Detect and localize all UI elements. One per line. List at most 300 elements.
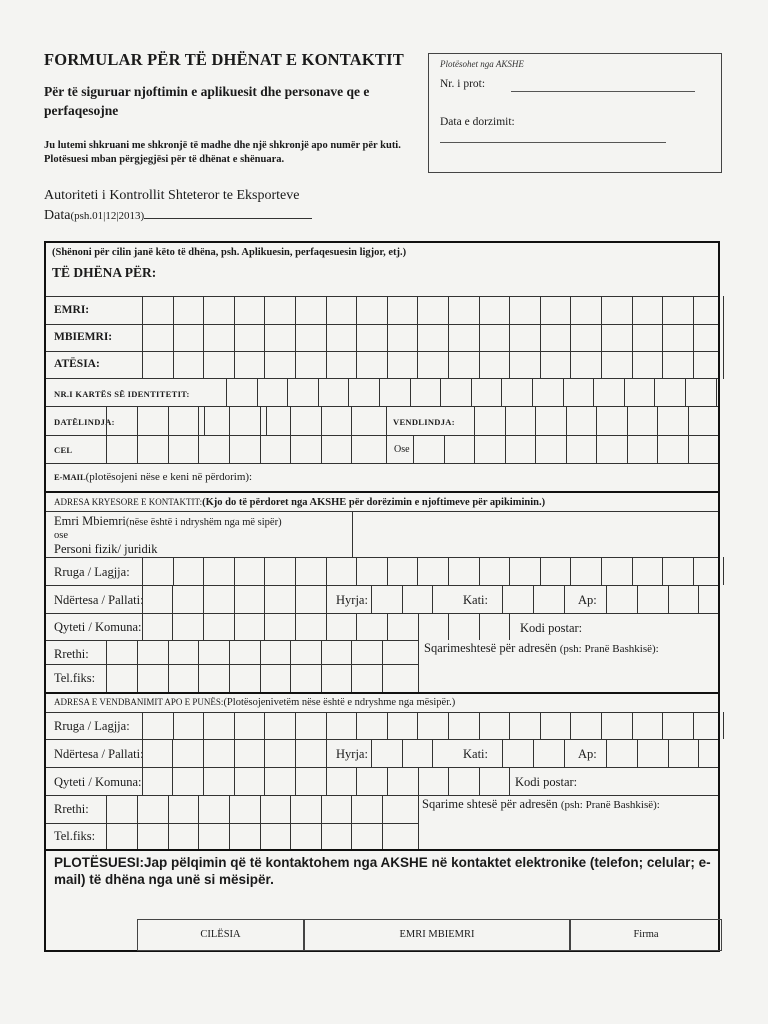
form-instructions: Ju lutemi shkruani me shkronjë të madhe dhe një shkronjë apo numër për kuti. Plotësuesi mban përgjegjësi për të dhënat e shënuara.: [44, 140, 401, 165]
letter-box: [295, 324, 296, 352]
letter-box: [533, 739, 534, 767]
letter-box: [203, 324, 204, 352]
letter-box: [229, 640, 230, 664]
letter-box: [501, 378, 502, 406]
letter-box: [198, 823, 199, 849]
letter-box: [234, 296, 235, 324]
letter-box: [448, 557, 449, 585]
letter-box: [106, 435, 107, 463]
letter-box: [402, 585, 403, 613]
letter-box: [479, 324, 480, 352]
letter-box: [326, 712, 327, 739]
letter-box: [106, 640, 107, 664]
letter-box: [688, 406, 689, 435]
letter-box: [321, 435, 322, 463]
letter-box: [564, 739, 565, 767]
letter-box: [351, 406, 352, 435]
letter-box: [356, 557, 357, 585]
letter-box: [295, 712, 296, 739]
row-line: [46, 351, 718, 352]
letter-box: [226, 378, 227, 406]
letter-box: [168, 640, 169, 664]
letter-box: [172, 585, 173, 613]
email-prefix: E-MAIL: [54, 472, 86, 482]
letter-box: [532, 378, 533, 406]
s2-name-line1: [54, 514, 282, 529]
letter-box: [637, 585, 638, 613]
protocol-number-label: Nr. i prot:: [440, 78, 486, 90]
letter-box: [168, 823, 169, 849]
quality-field[interactable]: CILËSIA: [137, 919, 304, 951]
letter-box: [387, 557, 388, 585]
letter-box: [356, 324, 357, 352]
letter-box: [440, 378, 441, 406]
section3-heading: [54, 697, 455, 708]
letter-box: [173, 296, 174, 324]
birth-place-label: VENDLINDJA:: [393, 417, 455, 427]
letter-box: [535, 435, 536, 463]
letter-box: [321, 406, 322, 435]
submission-date-field[interactable]: [440, 142, 666, 143]
letter-box: [716, 378, 717, 406]
letter-box: [479, 557, 480, 585]
letter-box: [566, 406, 567, 435]
letter-box: [570, 324, 571, 352]
date-hint: (psh.01|12|2013): [70, 210, 145, 222]
letter-box: [723, 296, 724, 324]
letter-box: [142, 739, 143, 767]
letter-box: [173, 712, 174, 739]
letter-box: [448, 296, 449, 324]
letter-box: [203, 767, 204, 795]
letter-box: [264, 324, 265, 352]
cel-label: CEL: [54, 445, 73, 455]
letter-box: [601, 324, 602, 352]
s2-or-label: ose: [54, 530, 68, 541]
letter-box: [106, 823, 107, 849]
letter-box: [509, 351, 510, 379]
s2-entrance-label: Hyrja:: [336, 593, 368, 607]
section2-heading-rest: (Kjo do të përdoret nga AKSHE për dorëzimin e njoftimeve për apikiminin.): [202, 497, 546, 508]
letter-box: [234, 351, 235, 379]
letter-box: [417, 557, 418, 585]
letter-box: [417, 324, 418, 352]
letter-box: [601, 351, 602, 379]
letter-box: [693, 557, 694, 585]
letter-box: [693, 712, 694, 739]
letter-box: [417, 712, 418, 739]
s3-street-label: Rruga / Lagjja:: [54, 719, 130, 733]
row-line: [46, 613, 718, 614]
letter-box: [137, 406, 138, 435]
letter-box: [448, 613, 449, 640]
letter-box: [351, 435, 352, 463]
row-line: [46, 557, 718, 558]
form-title: FORMULAR PËR TË DHËNAT E KONTAKTIT: [44, 50, 404, 69]
letter-box: [198, 435, 199, 463]
letter-box: [693, 324, 694, 352]
letter-box: [387, 296, 388, 324]
letter-box: [387, 324, 388, 352]
letter-box: [203, 613, 204, 640]
letter-box: [627, 406, 628, 435]
letter-box: [106, 795, 107, 823]
date-label: Data: [44, 208, 71, 223]
letter-box: [295, 613, 296, 640]
letter-box: [326, 613, 327, 640]
letter-box: [106, 406, 107, 435]
letter-box: [448, 324, 449, 352]
row-line: [46, 511, 718, 512]
letter-box: [479, 613, 480, 640]
clarification-divider: [418, 795, 419, 849]
s2-name-hint: (nëse është i ndryshëm nga më sipër): [125, 517, 282, 528]
letter-box: [142, 613, 143, 640]
letter-box: [632, 296, 633, 324]
letter-box: [356, 296, 357, 324]
letter-box: [137, 795, 138, 823]
letter-box: [321, 664, 322, 692]
atesia-label: ATËSIA:: [54, 358, 100, 370]
letter-box: [698, 585, 699, 613]
letter-box: [479, 712, 480, 739]
letter-box: [356, 712, 357, 739]
office-use-header: Plotësohet nga AKSHE: [440, 59, 524, 69]
letter-box: [410, 378, 411, 406]
letter-box: [402, 739, 403, 767]
letter-box: [564, 585, 565, 613]
letter-box: [295, 296, 296, 324]
letter-box: [601, 296, 602, 324]
letter-box: [290, 823, 291, 849]
letter-box: [142, 296, 143, 324]
letter-box: [229, 664, 230, 692]
letter-box: [264, 557, 265, 585]
section2-heading: [54, 497, 545, 508]
s2-floor-label: Kati:: [463, 593, 488, 607]
letter-box: [203, 351, 204, 379]
authority-name: Autoriteti i Kontrollit Shteteror te Eksporteve: [44, 188, 300, 203]
letter-box: [601, 557, 602, 585]
letter-box: [142, 557, 143, 585]
s3-entrance-label: Hyrja:: [336, 747, 368, 761]
letter-box: [142, 767, 143, 795]
letter-box: [229, 823, 230, 849]
letter-box: [444, 435, 445, 463]
letter-box: [290, 795, 291, 823]
letter-box: [260, 795, 261, 823]
letter-box: [295, 557, 296, 585]
letter-box: [723, 712, 724, 739]
letter-box: [203, 585, 204, 613]
letter-box: [234, 557, 235, 585]
letter-box: [474, 406, 475, 435]
letter-box: [356, 351, 357, 379]
letter-box: [606, 739, 607, 767]
letter-box: [570, 557, 571, 585]
s3-clarification-text: Sqarime shtesë për adresën: [422, 797, 558, 811]
letter-box: [264, 585, 265, 613]
row-line: [46, 823, 418, 824]
letter-box: [601, 712, 602, 739]
letter-box: [326, 296, 327, 324]
letter-box: [387, 613, 388, 640]
letter-box: [295, 585, 296, 613]
id-card-label: NR.I KARTËS SË IDENTITETIT:: [54, 389, 190, 399]
s3-building-label: Ndërtesa / Pallati:: [54, 747, 144, 761]
letter-box: [290, 406, 291, 435]
s3-postal-label: Kodi postar:: [515, 775, 578, 789]
letter-box: [632, 324, 633, 352]
letter-box: [417, 351, 418, 379]
letter-box: [540, 351, 541, 379]
letter-box: [540, 712, 541, 739]
letter-box: [471, 378, 472, 406]
s2-apt-label: Ap:: [578, 593, 597, 607]
letter-box: [234, 739, 235, 767]
email-hint: (plotësojeni nëse e keni në përdorim):: [85, 471, 253, 483]
letter-box: [723, 351, 724, 379]
letter-box: [264, 351, 265, 379]
letter-box: [479, 296, 480, 324]
letter-box: [203, 557, 204, 585]
row-line: [46, 739, 718, 740]
letter-box: [142, 351, 143, 379]
letter-box: [326, 767, 327, 795]
letter-box: [326, 557, 327, 585]
letter-box: [382, 664, 383, 692]
letter-box: [540, 557, 541, 585]
letter-box: [570, 296, 571, 324]
emri-label: EMRI:: [54, 304, 90, 316]
contact-form-frame: [44, 241, 720, 952]
letter-box: [234, 585, 235, 613]
letter-box: [234, 324, 235, 352]
letter-box: [448, 351, 449, 379]
letter-box: [198, 406, 199, 435]
letter-box: [260, 435, 261, 463]
letter-box: [172, 739, 173, 767]
s3-district-label: Rrethi:: [54, 802, 89, 816]
row-line: [46, 585, 718, 586]
date-field[interactable]: [144, 206, 312, 219]
letter-box: [203, 296, 204, 324]
letter-box: [168, 664, 169, 692]
letter-box: [509, 557, 510, 585]
letter-box: [137, 664, 138, 692]
letter-box: [657, 435, 658, 463]
letter-box: [229, 795, 230, 823]
letter-box: [662, 351, 663, 379]
letter-box: [266, 406, 267, 435]
letter-box: [386, 435, 387, 463]
letter-box: [198, 640, 199, 664]
letter-box: [106, 664, 107, 692]
letter-box: [387, 351, 388, 379]
s2-phone-label: Tel.fiks:: [54, 671, 96, 685]
letter-box: [688, 435, 689, 463]
letter-box: [137, 640, 138, 664]
letter-box: [264, 739, 265, 767]
section1-title: TË DHËNA PËR:: [52, 265, 157, 280]
letter-box: [382, 640, 383, 664]
letter-box: [606, 585, 607, 613]
letter-box: [356, 613, 357, 640]
letter-box: [540, 296, 541, 324]
name-divider: [352, 511, 353, 557]
letter-box: [432, 739, 433, 767]
s2-street-label: Rruga / Lagjja:: [54, 565, 130, 579]
letter-box: [474, 435, 475, 463]
row-line: [46, 435, 718, 436]
letter-box: [290, 640, 291, 664]
letter-box: [351, 640, 352, 664]
letter-box: [505, 406, 506, 435]
s2-clarification-text: Sqarimeshtesë për adresën: [424, 641, 557, 655]
letter-box: [509, 296, 510, 324]
row-line: [46, 378, 718, 379]
letter-box: [326, 351, 327, 379]
letter-box: [198, 795, 199, 823]
protocol-number-field[interactable]: [511, 91, 695, 92]
letter-box: [348, 378, 349, 406]
letter-box: [321, 823, 322, 849]
letter-box: [632, 557, 633, 585]
signature-field[interactable]: Firma: [570, 919, 722, 951]
letter-box: [260, 823, 261, 849]
name-surname-field[interactable]: EMRI MBIEMRI: [304, 919, 570, 951]
letter-box: [321, 795, 322, 823]
letter-box: [509, 324, 510, 352]
letter-box: [137, 823, 138, 849]
letter-box: [173, 324, 174, 352]
letter-box: [351, 664, 352, 692]
birth-date-label: DATËLINDJA:: [54, 417, 115, 427]
letter-box: [295, 767, 296, 795]
letter-box: [204, 406, 205, 435]
letter-box: [351, 823, 352, 849]
row-line: [46, 664, 418, 665]
declaration-text: PLOTËSUESI:Jap pëlqimin që të kontaktohem nga AKSHE në kontaktet elektronike (telefon; celular; e-mail) të dhëna nga unë si mësipër.: [54, 855, 711, 887]
letter-box: [203, 739, 204, 767]
letter-box: [382, 795, 383, 823]
letter-box: [234, 613, 235, 640]
section2-heading-bold: ADRESA KRYESORE E KONTAKTIT:: [54, 497, 203, 507]
letter-box: [371, 585, 372, 613]
ose-label: Ose: [394, 444, 410, 455]
letter-box: [386, 406, 387, 435]
letter-box: [627, 435, 628, 463]
letter-box: [540, 324, 541, 352]
row-line: [46, 324, 718, 325]
letter-box: [260, 640, 261, 664]
letter-box: [234, 712, 235, 739]
row-line: [46, 767, 718, 768]
letter-box: [295, 351, 296, 379]
row-line: [46, 640, 418, 641]
letter-box: [417, 296, 418, 324]
letter-box: [321, 640, 322, 664]
letter-box: [168, 795, 169, 823]
letter-box: [698, 739, 699, 767]
letter-box: [685, 378, 686, 406]
letter-box: [413, 435, 414, 463]
letter-box: [632, 351, 633, 379]
date-line: [44, 206, 312, 224]
s3-phone-label: Tel.fiks:: [54, 829, 96, 843]
letter-box: [509, 712, 510, 739]
letter-box: [260, 406, 261, 435]
letter-box: [596, 406, 597, 435]
letter-box: [657, 406, 658, 435]
letter-box: [418, 767, 419, 795]
letter-box: [295, 739, 296, 767]
letter-box: [693, 296, 694, 324]
letter-box: [229, 406, 230, 435]
section-divider: [46, 491, 718, 493]
letter-box: [326, 585, 327, 613]
letter-box: [142, 712, 143, 739]
s2-city-label: Qyteti / Komuna:: [54, 620, 142, 634]
letter-box: [563, 378, 564, 406]
letter-box: [379, 378, 380, 406]
s2-name-label: Emri Mbiemri: [54, 514, 126, 528]
letter-box: [168, 435, 169, 463]
letter-box: [418, 613, 419, 640]
letter-box: [387, 767, 388, 795]
section3-heading-bold: ADRESA E VENDBANIMIT APO E PUNËS:: [54, 697, 224, 707]
letter-box: [502, 739, 503, 767]
section1-note: (Shënoni për cilin janë këto të dhëna, psh. Aplikuesin, perfaqesuesin ligjor, etj.): [52, 247, 407, 258]
letter-box: [566, 435, 567, 463]
letter-box: [172, 767, 173, 795]
letter-box: [448, 712, 449, 739]
letter-box: [448, 767, 449, 795]
letter-box: [198, 664, 199, 692]
mbiemri-label: MBIEMRI:: [54, 331, 113, 343]
letter-box: [371, 739, 372, 767]
s2-person-label: Personi fizik/ juridik: [54, 542, 158, 556]
letter-box: [668, 585, 669, 613]
s2-postal-label: Kodi postar:: [520, 621, 583, 635]
section-divider: [46, 692, 718, 694]
s3-clarification-hint: (psh: Pranë Bashkisë):: [560, 799, 660, 811]
row-line: [46, 406, 718, 407]
letter-box: [290, 435, 291, 463]
s2-clarification-label: [424, 641, 659, 656]
letter-box: [326, 324, 327, 352]
letter-box: [502, 585, 503, 613]
letter-box: [137, 435, 138, 463]
s3-floor-label: Kati:: [463, 747, 488, 761]
letter-box: [693, 351, 694, 379]
letter-box: [264, 712, 265, 739]
letter-box: [173, 351, 174, 379]
s2-clarification-hint: (psh: Pranë Bashkisë):: [559, 643, 659, 655]
letter-box: [229, 435, 230, 463]
s2-building-label: Ndërtesa / Pallati:: [54, 593, 144, 607]
letter-box: [662, 324, 663, 352]
letter-box: [662, 296, 663, 324]
clarification-divider: [418, 640, 419, 692]
s3-apt-label: Ap:: [578, 747, 597, 761]
letter-box: [264, 296, 265, 324]
letter-box: [356, 767, 357, 795]
letter-box: [723, 557, 724, 585]
letter-box: [654, 378, 655, 406]
letter-box: [668, 739, 669, 767]
s2-district-label: Rrethi:: [54, 647, 89, 661]
